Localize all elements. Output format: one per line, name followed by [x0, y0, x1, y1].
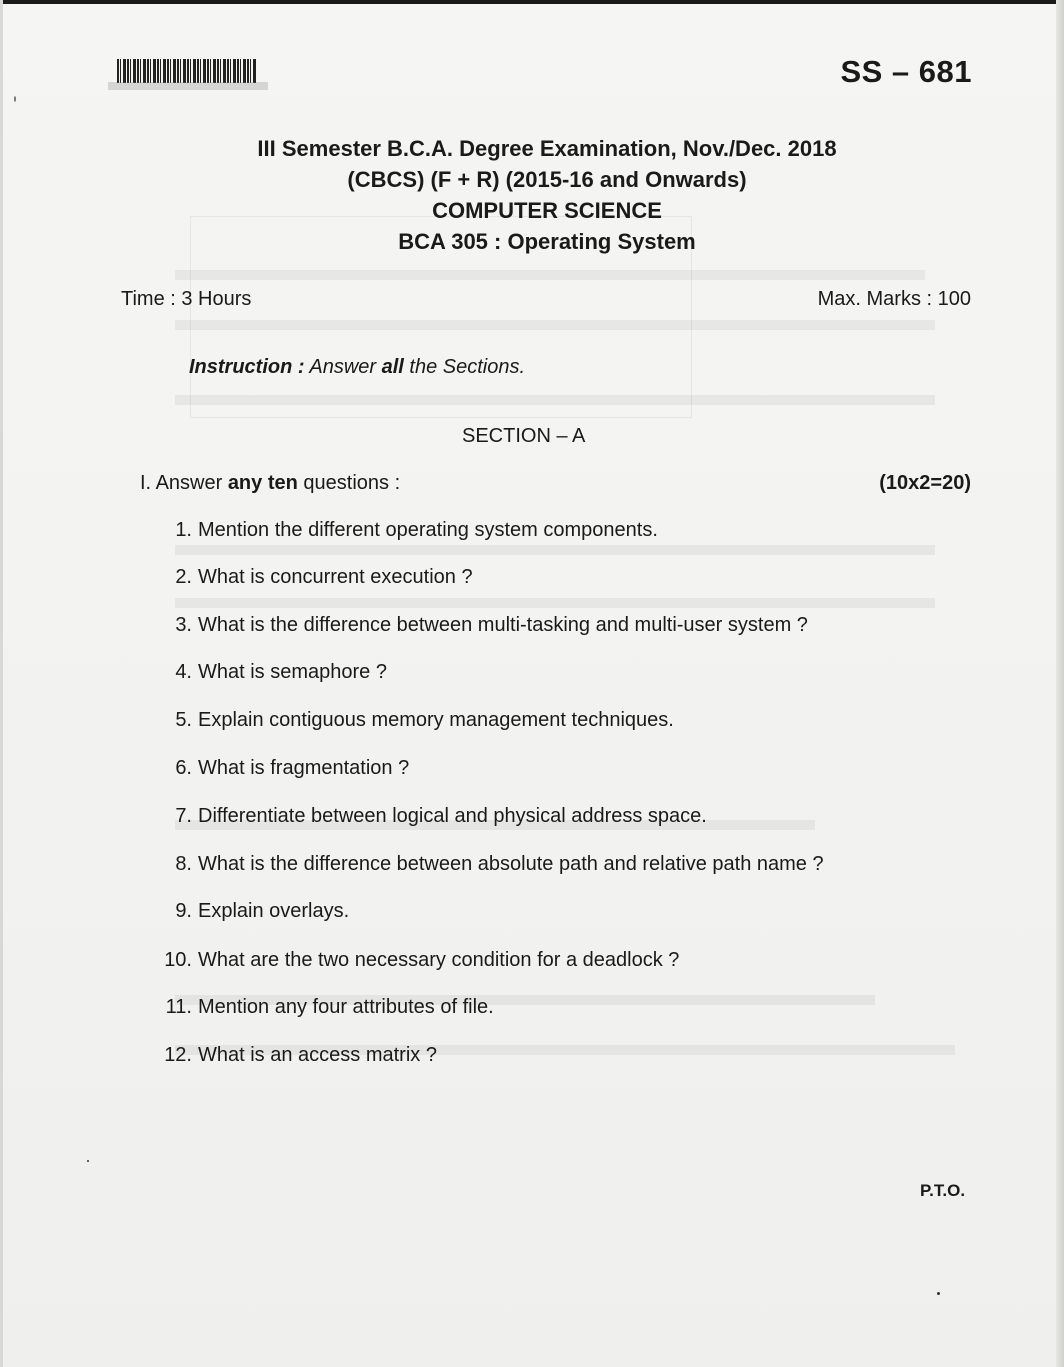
question-item: [150, 805, 707, 828]
question-item: [150, 519, 658, 542]
instruction-text-a: Answer: [309, 356, 382, 378]
question-number: 4.: [175, 661, 192, 683]
section-title: SECTION – A: [462, 425, 586, 447]
instruction-text-b: the Sections.: [403, 356, 526, 378]
question-number: 2.: [175, 566, 192, 588]
question-text: What is semaphore ?: [198, 661, 387, 683]
part-instruction: [140, 472, 400, 495]
question-text: Explain overlays.: [198, 900, 350, 922]
question-item: [150, 900, 349, 923]
time-allowed: Time : 3 Hours: [121, 288, 252, 310]
question-text: Mention any four attributes of file.: [198, 996, 494, 1018]
question-item: [150, 853, 824, 876]
scan-edge-top: [0, 0, 1064, 4]
question-item: [150, 709, 674, 732]
barcode-shadow: [108, 82, 268, 90]
speck: [14, 96, 16, 102]
question-text: What are the two necessary condition for a deadlock ?: [198, 949, 680, 971]
question-number: 10.: [164, 949, 192, 971]
course-name: BCA 305 : Operating System: [398, 229, 696, 254]
question-text: What is fragmentation ?: [198, 757, 410, 779]
question-item: [150, 996, 494, 1019]
bleed-through-line: [175, 598, 935, 608]
instruction-label: Instruction :: [189, 356, 305, 378]
question-item: [150, 566, 473, 589]
question-text: What is concurrent execution ?: [198, 566, 473, 588]
part-label: I. Answer: [140, 472, 228, 494]
question-item: [150, 614, 808, 637]
question-item: [150, 661, 387, 684]
bleed-through-line: [175, 395, 935, 405]
instruction-text-all: all: [381, 356, 404, 378]
speck: [87, 1160, 89, 1162]
question-number: 9.: [175, 900, 192, 922]
bleed-through-line: [175, 270, 925, 280]
exam-title: III Semester B.C.A. Degree Examination, Nov./Dec. 2018: [257, 136, 837, 161]
section-marks: (10x2=20): [879, 472, 971, 494]
question-number: 7.: [175, 805, 192, 827]
question-number: 5.: [175, 709, 192, 731]
page-turn-over: P.T.O.: [920, 1181, 966, 1200]
question-text: What is an access matrix ?: [198, 1044, 437, 1066]
question-item: [150, 757, 409, 780]
question-text: What is the difference between multi-tasking and multi-user system ?: [198, 614, 808, 636]
question-text: What is the difference between absolute path and relative path name ?: [198, 853, 824, 875]
question-number: 6.: [175, 757, 192, 779]
question-text: Explain contiguous memory management techniques.: [198, 709, 674, 731]
question-item: [150, 949, 679, 972]
instruction: [189, 356, 525, 379]
question-item: [150, 1044, 437, 1067]
max-marks: Max. Marks : 100: [817, 288, 971, 310]
part-rest: questions :: [297, 472, 401, 494]
bleed-through-line: [175, 320, 935, 330]
question-number: 12.: [164, 1044, 192, 1066]
question-number: 1.: [175, 519, 192, 541]
bleed-through-line: [175, 545, 935, 555]
question-number: 8.: [175, 853, 192, 875]
question-text: Mention the different operating system components.: [198, 519, 658, 541]
paper-code: SS – 681: [840, 54, 972, 89]
speck: [937, 1292, 940, 1295]
exam-scheme: (CBCS) (F + R) (2015-16 and Onwards): [347, 167, 747, 192]
question-number: 3.: [175, 614, 192, 636]
question-number: 11.: [165, 996, 192, 1018]
subject-name: COMPUTER SCIENCE: [432, 198, 662, 223]
part-bold: any ten: [227, 472, 298, 494]
barcode: [117, 59, 257, 83]
question-text: Differentiate between logical and physical address space.: [198, 805, 707, 827]
